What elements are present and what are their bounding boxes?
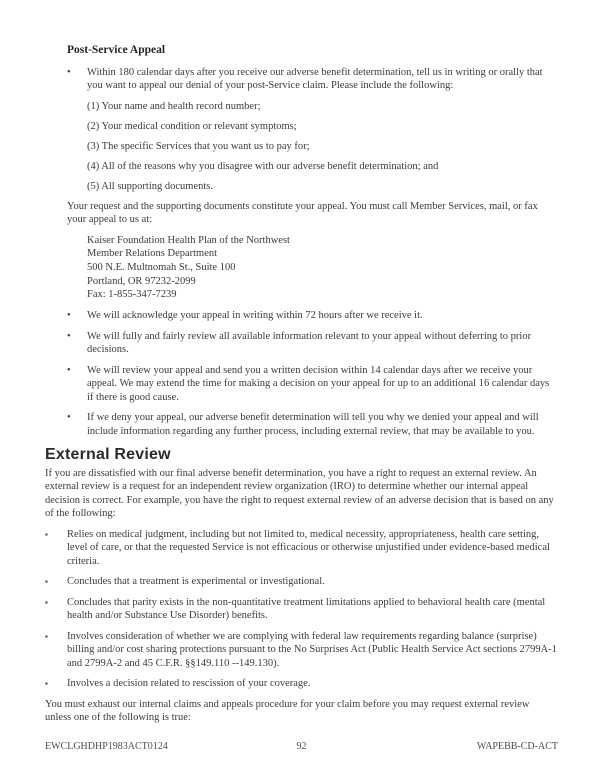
address-line: Kaiser Foundation Health Plan of the Northwest <box>87 234 290 246</box>
bullet-text: Involves consideration of whether we are complying with federal law requirements regarding balance (surprise) billing and/or cost sharing protections pursuant to the No Surprises Act (Public Health Service Act sections 2799A-1 and 2799A-2 and 45 C.F.R. §§149.110 --149.130). <box>67 630 557 669</box>
bullet-item <box>67 364 558 405</box>
address-line: Portland, OR 97232-2099 <box>87 275 196 287</box>
square-bullet-icon: ▪ <box>45 679 48 689</box>
numbered-item: (1) Your name and health record number; <box>87 100 261 112</box>
bullet-item <box>67 309 558 323</box>
bullet-item <box>45 596 558 623</box>
numbered-item: (3) The specific Services that you want us to pay for; <box>87 140 310 152</box>
bullet-item <box>45 630 558 671</box>
bullet-text: Relies on medical judgment, including but not limited to, medical necessity, appropriateness, health care setting, level of care, or that the requested Service is not efficacious or otherwise unjustified under evidence-based medical criteria. <box>67 528 550 567</box>
bullet-text: Concludes that parity exists in the non-quantitative treatment limitations applied to behavioral health care (mental health and/or Substance Use Disorder) benefits. <box>67 596 546 622</box>
round-bullet-icon: • <box>67 412 71 424</box>
square-bullet-icon: ▪ <box>45 597 48 607</box>
bullet-item <box>67 411 558 438</box>
appeal-closing-paragraph: Your request and the supporting documents constitute your appeal. You must call Member Services, mail, or fax your appeal to us at: <box>67 200 538 225</box>
page-footer <box>45 741 558 752</box>
footer-page-number: 92 <box>296 741 307 752</box>
footer-plan-code: WAPEBB-CD-ACT <box>476 741 558 752</box>
bullet-text: Involves a decision related to rescission of your coverage. <box>67 678 311 690</box>
bullet-text: We will acknowledge your appeal in writing within 72 hours after we receive it. <box>87 310 423 322</box>
bullet-text: We will fully and fairly review all available information relevant to your appeal without deferring to prior decisions. <box>87 330 532 356</box>
external-review-closing: You must exhaust our internal claims and appeals procedure for your claim before you may request external review unless one of the following is true: <box>45 698 530 724</box>
round-bullet-icon: • <box>67 364 71 376</box>
external-review-section <box>45 448 558 725</box>
square-bullet-icon: ▪ <box>45 577 48 587</box>
post-service-appeal-section <box>67 44 558 438</box>
mailing-address-block <box>87 234 558 303</box>
bullet-text: If we deny your appeal, our adverse benefit determination will tell you why we denied your appeal and will include information regarding any further process, including external review, that may be available to you. <box>87 412 539 437</box>
round-bullet-icon: • <box>67 310 71 322</box>
address-line: Fax: 1-855-347-7239 <box>87 289 177 301</box>
numbered-list <box>87 100 558 194</box>
square-bullet-icon: ▪ <box>45 631 48 641</box>
bullet-item <box>45 677 558 691</box>
numbered-item: (5) All supporting documents. <box>87 180 213 192</box>
footer-document-code: EWCLGHDHP1983ACT0124 <box>45 741 168 752</box>
external-review-intro: If you are dissatisfied with our final adverse benefit determination, you have a right to request an external review. An external review is a request for an independent review organization (IRO) to determine whether our internal appeal decision is correct. For example, you have the right to request external review of an adverse decision that is based on any of the following: <box>45 467 554 520</box>
bullet-item <box>45 575 558 589</box>
address-line: 500 N.E. Multnomah St., Suite 100 <box>87 261 236 273</box>
bullet-item <box>67 330 558 357</box>
square-bullet-icon: ▪ <box>45 529 48 539</box>
numbered-item: (2) Your medical condition or relevant symptoms; <box>87 120 297 132</box>
numbered-item: (4) All of the reasons why you disagree with our adverse benefit determination; and <box>87 160 439 172</box>
bullet-item <box>67 66 558 93</box>
address-line: Member Relations Department <box>87 248 218 260</box>
post-service-appeal-heading: Post-Service Appeal <box>67 44 166 56</box>
bullet-item <box>45 528 558 569</box>
bullet-text: We will review your appeal and send you a written decision within 14 calendar days after we receive your appeal. We may extend the time for making a decision on your appeal for up to an additional 16 calendar days if there is good cause. <box>87 364 550 403</box>
round-bullet-icon: • <box>67 66 71 78</box>
external-review-heading: External Review <box>45 446 171 464</box>
bullet-text: Within 180 calendar days after you receive our adverse benefit determination, tell us in writing or orally that you want to appeal our denial of your post-Service claim. Please include the following: <box>87 66 543 91</box>
bullet-text: Concludes that a treatment is experimental or investigational. <box>67 576 325 588</box>
round-bullet-icon: • <box>67 330 71 342</box>
